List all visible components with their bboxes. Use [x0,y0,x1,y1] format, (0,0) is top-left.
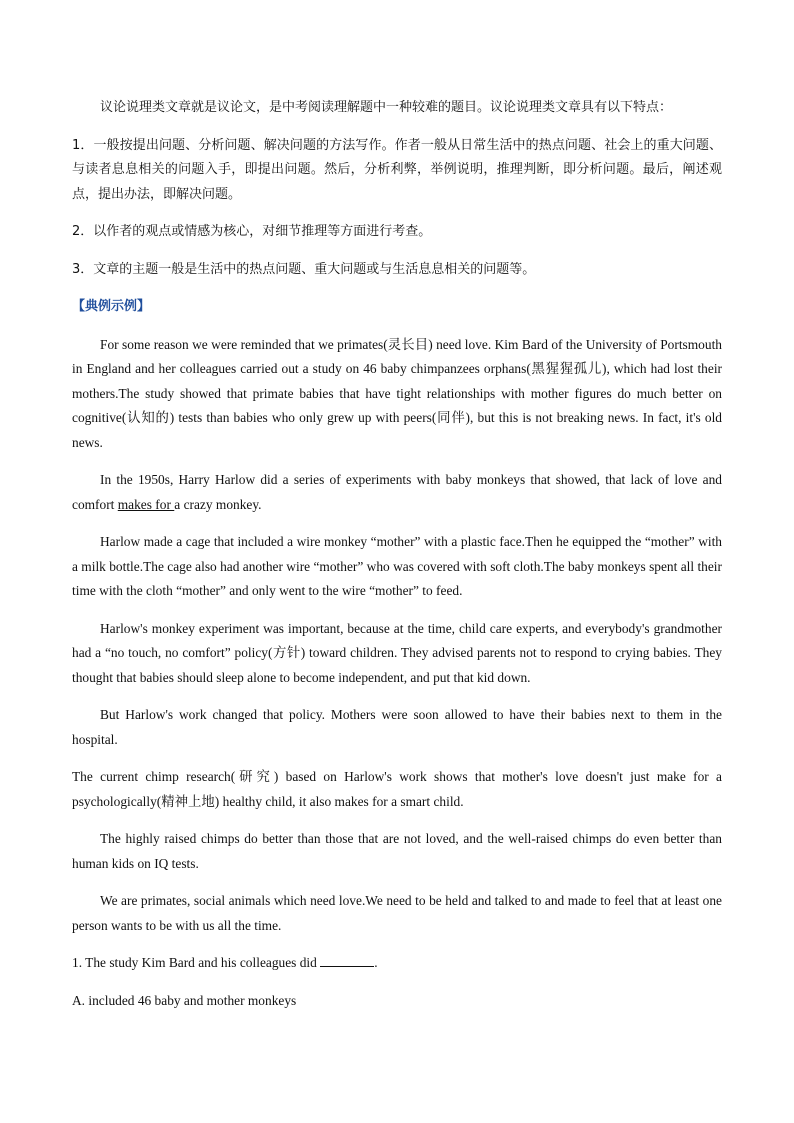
article-paragraph-5: But Harlow's work changed that policy. Mothers were soon allowed to have their babies next to them in the hospital. [72,707,722,747]
feature-point-2: 2．以作者的观点或情感为核心，对细节推理等方面进行考查。 [72,224,432,239]
feature-point-1: 1．一般按提出问题、分析问题、解决问题的方法写作。作者一般从日常生活中的热点问题、社会上的重大问题、与读者息息相关的问题入手，即提出问题。然后，分析利弊，举例说明，推理判断，即分析问题。最后，阐述观点，提出办法，即解决问题。 [72,137,722,202]
question-stem-text: 1. The study Kim Bard and his colleagues did [72,955,321,970]
underlined-phrase: makes for [117,496,175,512]
article-paragraph-1: For some reason we were reminded that we primates(灵长目) need love. Kim Bard of the University of Portsmouth in England and her colleagues carried out a study on 46 baby chimpanzees orphans(黑猩猩孤儿), which had lost their mothers.The study showed that primate babies that have tight relationships with mother figures do much better on cognitive(认知的) tests than babies who only grew up with peers(同伴), but this is not breaking news. In fact, it's old news. [72,336,722,450]
intro-paragraph: 议论说理类文章就是议论文，是中考阅读理解题中一种较难的题目。议论说理类文章具有以下特点： [100,100,673,115]
article-paragraph-8: We are primates, social animals which need love.We need to be held and talked to and made to feel that at least one person wants to be with us all the time. [72,893,722,933]
option-a: A. included 46 baby and mother monkeys [72,992,297,1008]
article-paragraph-3: Harlow made a cage that included a wire monkey “mother” with a plastic face.Then he equipped the “mother” with a milk bottle.The cage also had another wire “mother” who was covered with soft cloth.The baby monkeys spent all their time with the cloth “mother” and only went to the wire “mother” to feed. [72,534,722,598]
article-paragraph-2-text: In the 1950s, Harry Harlow did a series of experiments with baby monkeys that showed, that lack of love and comfort [72,472,722,512]
section-heading: 【典例示例】 [72,299,151,314]
article-paragraph-4: Harlow's monkey experiment was important, because at the time, child care experts, and everybody's grandmother had a “no touch, no comfort” policy(方针) toward children. They advised parents not to respond to crying babies. They thought that babies should sleep alone to become independent, and put that kid down. [72,620,722,685]
question-stem-end: . [374,955,378,970]
article-paragraph-6: The current chimp research(研究) based on Harlow's work shows that mother's love doesn't just make for a psychologically(精神上地) healthy child, it also makes for a smart child. [72,769,722,809]
document-page [72,96,722,1026]
feature-point-3: 3．文章的主题一般是生活中的热点问题、重大问题或与生活息息相关的问题等。 [72,261,536,277]
article-paragraph-2 [72,468,722,517]
question-1-stem [72,951,722,976]
answer-blank [320,952,374,967]
article-paragraph-7: The highly raised chimps do better than those that are not loved, and the well-raised chimps do even better than human kids on IQ tests. [72,831,722,871]
article-paragraph-2-tail: a crazy monkey. [174,496,262,512]
